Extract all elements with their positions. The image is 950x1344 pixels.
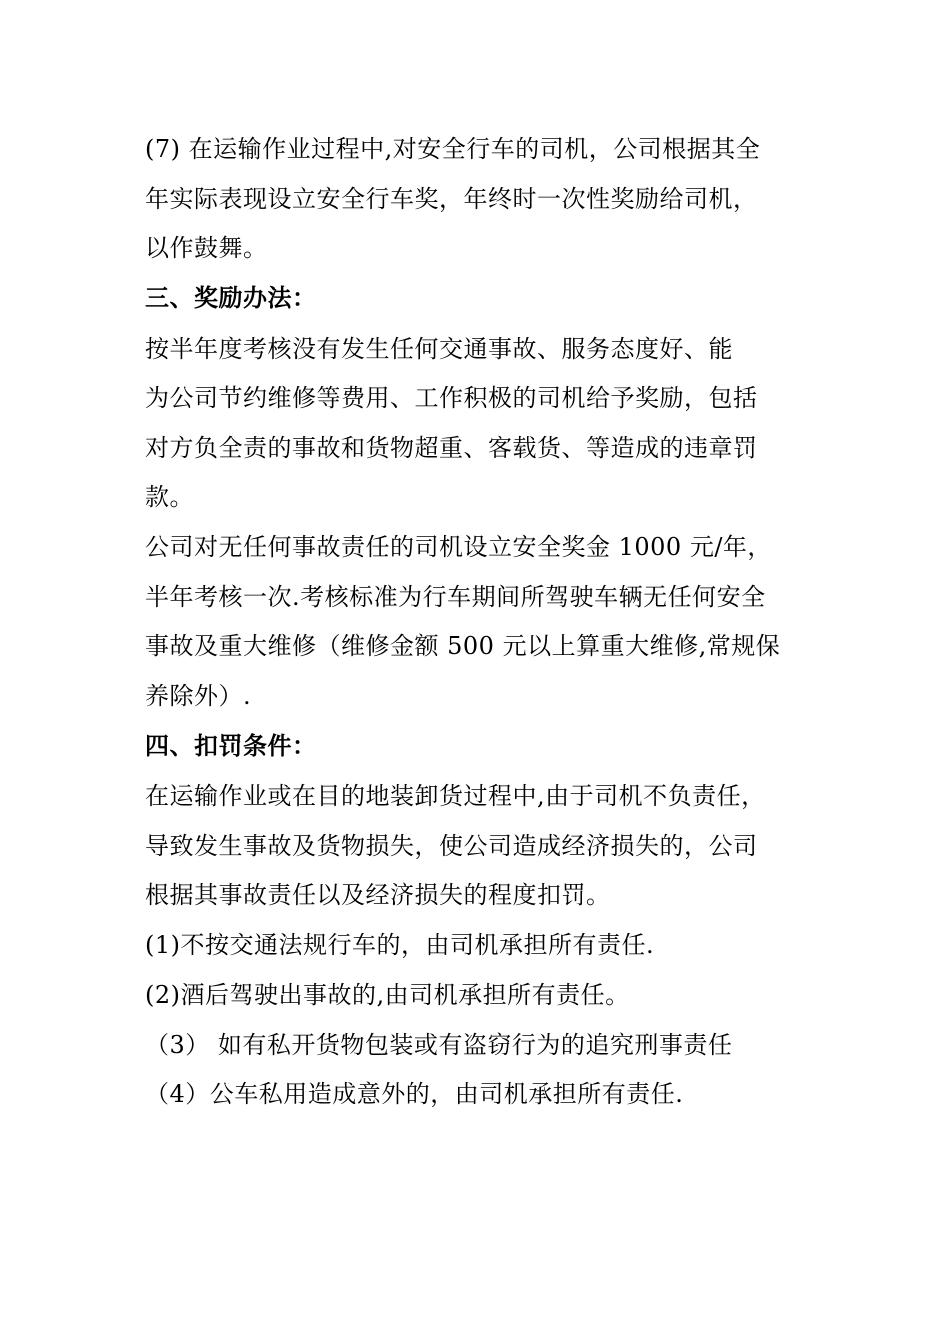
penalty-item-1: (1)不按交通法规行车的，由司机承担所有责任. [145, 931, 655, 959]
bonus-paragraph-line-2: 半年考核一次.考核标准为行车期间所驾驶车辆无任何安全 [145, 583, 766, 611]
penalty-paragraph-line-2: 导致发生事故及货物损失，使公司造成经济损失的，公司 [145, 832, 758, 860]
penalty-item-3: （3） 如有私开货物包装或有盗窃行为的追究刑事责任 [145, 1031, 733, 1059]
penalty-item-2: (2)酒后驾驶出事故的,由司机承担所有责任。 [145, 981, 630, 1009]
paragraph-7-line-2: 年实际表现设立安全行车奖，年终时一次性奖励给司机， [145, 185, 758, 213]
penalty-paragraph-line-1: 在运输作业或在目的地装卸货过程中,由于司机不负责任， [145, 782, 766, 810]
penalty-paragraph-line-3: 根据其事故责任以及经济损失的程度扣罚。 [145, 881, 611, 909]
reward-paragraph-line-4: 款。 [145, 483, 194, 511]
section-heading-reward-method: 三、奖励办法： [145, 283, 317, 312]
bonus-paragraph-line-4: 养除外）. [145, 682, 252, 710]
section-heading-penalty-conditions: 四、扣罚条件： [145, 731, 317, 760]
paragraph-7-line-3: 以作鼓舞。 [145, 234, 268, 262]
reward-paragraph-line-2: 为公司节约维修等费用、工作积极的司机给予奖励，包括 [145, 384, 758, 412]
reward-paragraph-line-1: 按半年度考核没有发生任何交通事故、服务态度好、能 [145, 335, 733, 363]
paragraph-7-line-1: (7) 在运输作业过程中,对安全行车的司机，公司根据其全 [145, 135, 761, 163]
bonus-paragraph-line-3: 事故及重大维修（维修金额 500 元以上算重大维修,常规保 [145, 632, 781, 660]
bonus-paragraph-line-1: 公司对无任何事故责任的司机设立安全奖金 1000 元/年， [145, 533, 772, 561]
reward-paragraph-line-3: 对方负全责的事故和货物超重、客载货、等造成的违章罚 [145, 434, 758, 462]
penalty-item-4: （4）公车私用造成意外的，由司机承担所有责任. [145, 1080, 684, 1108]
